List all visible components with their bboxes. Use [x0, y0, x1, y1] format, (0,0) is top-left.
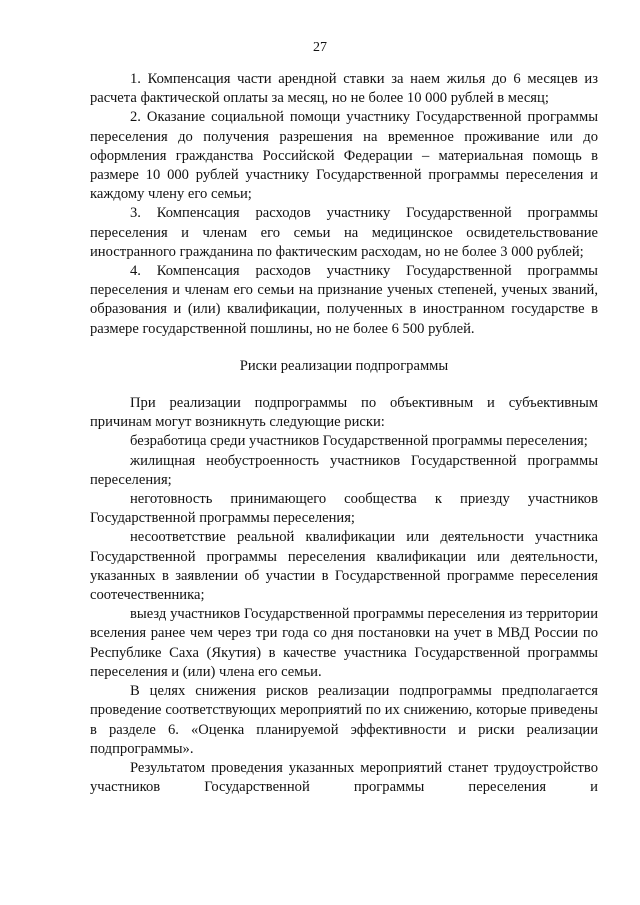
- paragraph-measure-2: 2. Оказание социальной помощи участнику Государственной программы переселения до получения разрешения на временное проживание или до оформления гражданства Российской Федерации – материальная помощь в размере 10 000 рублей участнику Государственной программы переселения и каждому члену его семьи;: [90, 109, 598, 203]
- paragraph-risk-item-4: несоответствие реальной квалификации или деятельности участника Государственной программы переселения квалификации или деятельности, указанных в заявлении об участии в Государственной программе переселения соотечественника;: [90, 529, 598, 604]
- paragraph-risk-item-5: выезд участников Государственной программы переселения из территории вселения ранее чем через три года со дня постановки на учет в МВД России по Республике Саха (Якутия) в качестве участника Государственной программы переселения и (или) члена его семьи.: [90, 606, 598, 680]
- paragraph-measure-3: 3. Компенсация расходов участнику Государственной программы переселения и членам его семьи на медицинское освидетельствование иностранного гражданина по фактическим расходам, но не более 3 000 рублей;: [90, 205, 598, 260]
- spacer: [90, 339, 598, 357]
- paragraph-measure-1: 1. Компенсация части арендной ставки за наем жилья до 6 месяцев из расчета фактической оплаты за месяц, но не более 10 000 рублей в месяц;: [90, 71, 598, 107]
- paragraph-result: Результатом проведения указанных мероприятий станет трудоустройство участников Государственной программы переселения и: [90, 759, 598, 796]
- page-body: [90, 70, 598, 797]
- spacer: [90, 376, 598, 394]
- section-heading: Риски реализации подпрограммы: [239, 357, 449, 374]
- paragraph-risk-item-1: безработица среди участников Государственной программы переселения;: [130, 433, 588, 450]
- paragraph-risks-intro: При реализации подпрограммы по объективным и субъективным причинам могут возникнуть следующие риски:: [90, 395, 598, 431]
- page-number: 27: [313, 40, 327, 55]
- paragraph-risk-item-3: неготовность принимающего сообщества к приезду участников Государственной программы переселения;: [90, 491, 598, 527]
- paragraph-risk-item-2: жилищная необустроенность участников Государственной программы переселения;: [90, 452, 598, 488]
- paragraph-mitigation: В целях снижения рисков реализации подпрограммы предполагается проведение соответствующих мероприятий по их снижению, которые приведены в разделе 6. «Оценка планируемой эффективности и риски реализации подпрограммы».: [90, 683, 598, 757]
- paragraph-measure-4: 4. Компенсация расходов участнику Государственной программы переселения и членам его семьи на признание ученых степеней, ученых званий, образования и (или) квалификации, полученных в иностранном государстве в размере государственной пошлины, но не более 6 500 рублей.: [90, 263, 598, 337]
